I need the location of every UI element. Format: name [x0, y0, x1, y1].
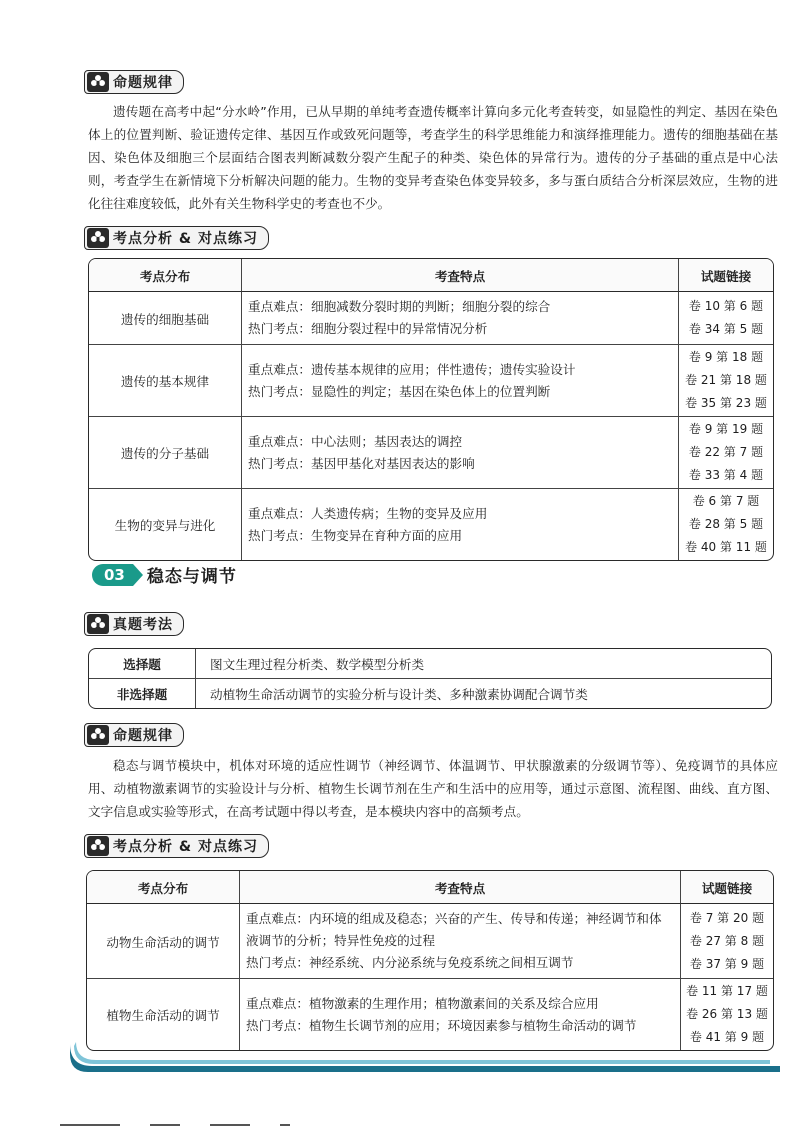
scan-artifact	[60, 1124, 120, 1126]
col-topic: 考点分布	[89, 259, 241, 292]
analysis-table-2	[86, 870, 774, 1051]
section-header-rules-1	[84, 70, 184, 94]
col-links: 试题链接	[680, 871, 773, 904]
flower-icon	[87, 836, 109, 856]
flower-icon	[87, 614, 109, 634]
table-row	[89, 489, 773, 560]
module-number: 03	[92, 564, 133, 586]
topic-cell: 生物的变异与进化	[114, 518, 216, 533]
col-topic: 考点分布	[87, 871, 239, 904]
flower-icon	[87, 72, 109, 92]
module-badge	[92, 562, 237, 587]
analysis-table-1	[88, 258, 774, 561]
links-cell: 卷 10 第 6 题 卷 34 第 5 题	[678, 292, 773, 345]
question-desc: 图文生理过程分析类、数学模型分析类	[196, 649, 771, 679]
exam-methods-table	[88, 648, 772, 709]
links-cell: 卷 6 第 7 题 卷 28 第 5 题 卷 40 第 11 题	[678, 489, 773, 560]
scan-artifact	[210, 1124, 250, 1126]
footer-band-decoration	[70, 1040, 780, 1074]
features-cell: 重点难点：植物激素的生理作用；植物激素间的关系及综合应用 热门考点：植物生长调节剂的应用；环境因素参与植物生命活动的调节	[239, 979, 680, 1050]
question-type: 非选择题	[89, 679, 196, 708]
topic-cell: 动物生命活动的调节	[87, 904, 239, 979]
topic-cell: 遗传的细胞基础	[89, 292, 241, 345]
section-header-analysis-1	[84, 226, 269, 250]
table-row	[89, 345, 773, 417]
features-cell: 重点难点：人类遗传病；生物的变异及应用 热门考点：生物变异在育种方面的应用	[241, 489, 678, 560]
features-cell: 重点难点：遗传基本规律的应用；伴性遗传；遗传实验设计 热门考点：显隐性的判定；基因在染色体上的位置判断	[241, 345, 678, 417]
col-features: 考查特点	[241, 259, 678, 292]
module-name: 稳态与调节	[146, 567, 237, 587]
question-type: 选择题	[89, 649, 196, 679]
links-cell: 卷 11 第 17 题 卷 26 第 13 题 卷 41 第 9 题	[680, 979, 773, 1050]
section-title: 考点分析 & 对点练习	[113, 839, 258, 855]
links-cell: 卷 9 第 18 题 卷 21 第 18 题 卷 35 第 23 题	[678, 345, 773, 417]
features-cell: 重点难点：中心法则；基因表达的调控 热门考点：基因甲基化对基因表达的影响	[241, 417, 678, 489]
links-cell: 卷 7 第 20 题 卷 27 第 8 题 卷 37 第 9 题	[680, 904, 773, 979]
topic-cell: 植物生命活动的调节	[106, 1008, 220, 1023]
scan-artifact	[150, 1124, 180, 1126]
section-header-analysis-2	[84, 834, 269, 858]
col-links: 试题链接	[678, 259, 773, 292]
section-title: 命题规律	[113, 728, 173, 744]
flower-icon	[87, 228, 109, 248]
section-header-rules-2	[84, 723, 184, 747]
rules-paragraph-2: 稳态与调节模块中，机体对环境的适应性调节（神经调节、体温调节、甲状腺激素的分级调节等）、免疫调节的具体应用、动植物激素调节的实验设计与分析、植物生长调节剂在生产和生活中的应用等，通过示意图、流程图、曲线、直方图、文字信息或实验等形式，在高考试题中得以考查，是本模块内容中的高频考点。	[88, 758, 778, 819]
scan-artifact	[280, 1124, 290, 1126]
flower-icon	[87, 725, 109, 745]
question-desc: 动植物生命活动调节的实验分析与设计类、多种激素协调配合调节类	[210, 687, 588, 702]
features-cell: 重点难点：内环境的组成及稳态；兴奋的产生、传导和传递；神经调节和体液调节的分析；特异性免疫的过程 热门考点：神经系统、内分泌系统与免疫系统之间相互调节	[239, 904, 680, 979]
table-row	[89, 417, 773, 489]
topic-cell: 遗传的分子基础	[89, 417, 241, 489]
table-row	[87, 904, 773, 979]
topic-cell: 遗传的基本规律	[89, 345, 241, 417]
col-features: 考查特点	[239, 871, 680, 904]
table-row	[89, 292, 773, 345]
section-title: 命题规律	[113, 75, 173, 91]
table-row	[89, 649, 771, 679]
section-header-exam-methods	[84, 612, 184, 636]
rules-paragraph-1: 遗传题在高考中起“分水岭”作用，已从早期的单纯考查遗传概率计算向多元化考查转变，如显隐性的判定、基因在染色体上的位置判断、验证遗传定律、基因互作或致死问题等，考查学生的科学思维能力和演绎推理能力。遗传的细胞基础在基因、染色体及细胞三个层面结合图表判断减数分裂产生配子的种类、染色体的异常行为。遗传的分子基础的重点是中心法则，考查学生在新情境下分析解决问题的能力。生物的变异考查染色体变异较多，多与蛋白质结合分析深层效应，生物的进化往往难度较低，此外有关生物科学史的考查也不少。	[88, 104, 778, 211]
features-cell: 重点难点：细胞减数分裂时期的判断；细胞分裂的综合 热门考点：细胞分裂过程中的异常情况分析	[241, 292, 678, 345]
section-title: 考点分析 & 对点练习	[113, 231, 258, 247]
table-row	[89, 679, 771, 708]
links-cell: 卷 9 第 19 题 卷 22 第 7 题 卷 33 第 4 题	[678, 417, 773, 489]
section-title: 真题考法	[113, 617, 173, 633]
